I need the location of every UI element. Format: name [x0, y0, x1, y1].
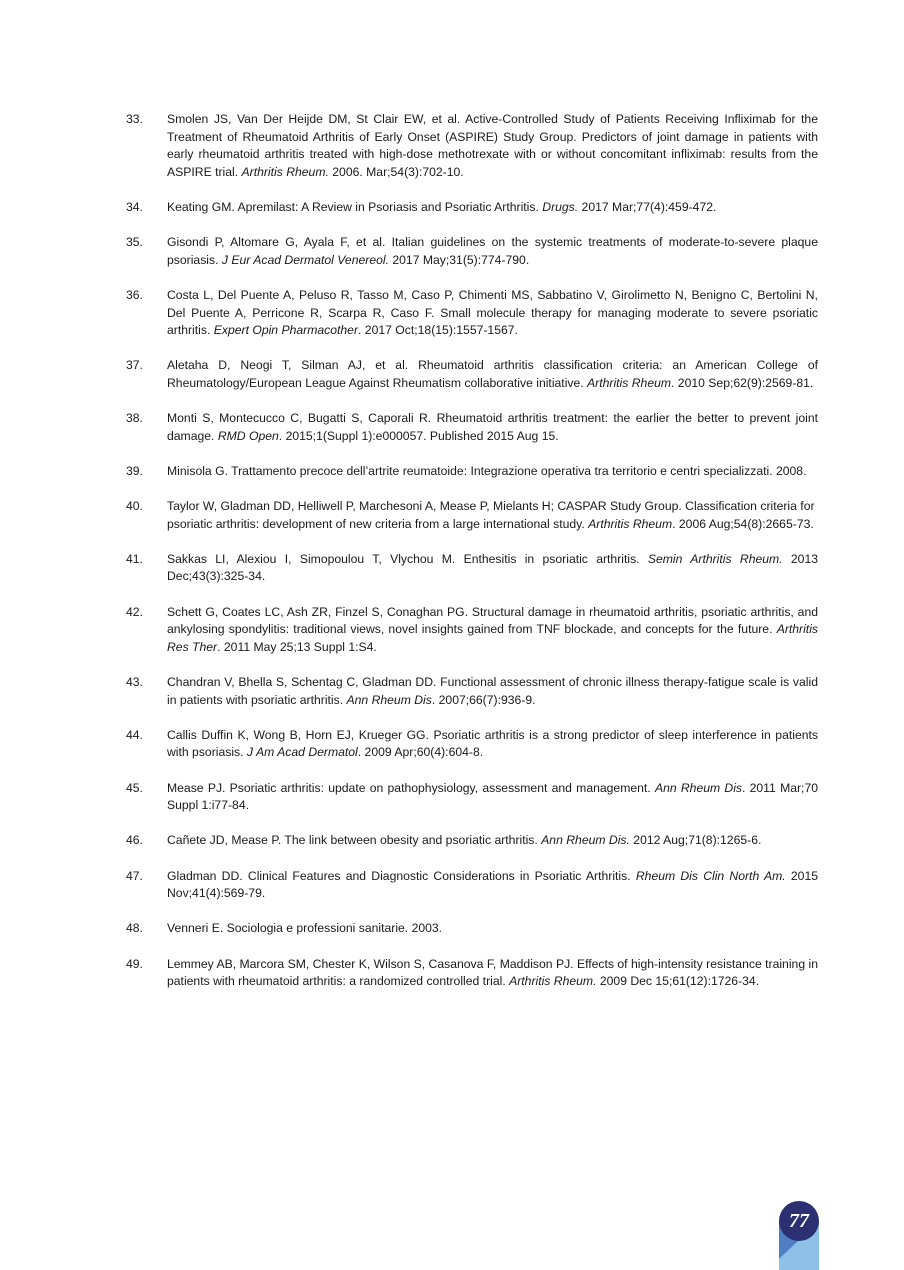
reference-number: 47.	[126, 868, 143, 883]
reference-item	[126, 234, 818, 269]
reference-journal: Drugs.	[542, 199, 579, 214]
reference-item	[126, 463, 818, 481]
page-number: 77	[779, 1201, 819, 1241]
reference-number: 38.	[126, 411, 143, 426]
reference-text: Sakkas LI, Alexiou I, Simopoulou T, Vlychou M. Enthesitis in psoriatic arthritis. Semin Arthritis Rheum. 2013 Dec;43(3):325-34.	[167, 551, 818, 584]
reference-journal: Arthritis Rheum.	[241, 164, 329, 179]
reference-item	[126, 498, 818, 533]
reference-number: 42.	[126, 604, 143, 619]
reference-number: 49.	[126, 956, 143, 971]
reference-journal: RMD Open	[217, 428, 279, 443]
reference-number: 46.	[126, 833, 143, 848]
reference-number: 34.	[126, 199, 143, 214]
reference-text: Gladman DD. Clinical Features and Diagnostic Considerations in Psoriatic Arthritis. Rheum Dis Clin North Am. 2015 Nov;41(4):569-79.	[167, 868, 819, 901]
reference-journal: Arthritis Rheum.	[509, 974, 597, 989]
reference-journal: Rheum Dis Clin North Am.	[635, 868, 786, 883]
reference-number: 48.	[126, 921, 143, 936]
reference-number: 36.	[126, 287, 143, 302]
reference-journal: Semin Arthritis Rheum.	[647, 551, 783, 566]
reference-item	[126, 727, 818, 762]
reference-item	[126, 604, 818, 657]
reference-number: 40.	[126, 499, 143, 514]
reference-text: Aletaha D, Neogi T, Silman AJ, et al. Rheumatoid arthritis classification criteria: an American College of Rheumatology/European League Against Rheumatism collaborative initiative. Arthritis Rheum. 2010 Sep;62(9):2569-81.	[167, 358, 818, 390]
reference-text: Schett G, Coates LC, Ash ZR, Finzel S, Conaghan PG. Structural damage in rheumatoid arthritis, psoriatic arthritis, and ankylosing spondylitis: traditional views, novel insights gained from TNF blockade, and concepts for the future. Arthritis Res Ther. 2011 May 25;13 Suppl 1:S4.	[167, 604, 818, 654]
reference-number: 37.	[126, 358, 143, 373]
reference-item	[126, 780, 818, 815]
reference-text: Gisondi P, Altomare G, Ayala F, et al. Italian guidelines on the systemic treatments of moderate-to-severe plaque psoriasis. J Eur Acad Dermatol Venereol. 2017 May;31(5):774-790.	[167, 235, 818, 267]
reference-number: 35.	[126, 235, 143, 250]
reference-number: 44.	[126, 727, 143, 742]
reference-journal: Ann Rheum Dis	[654, 780, 742, 795]
reference-text: Mease PJ. Psoriatic arthritis: update on pathophysiology, assessment and management. Ann Rheum Dis. 2011 Mar;70 Suppl 1:i77-84.	[167, 780, 819, 813]
reference-journal: Arthritis Rheum	[588, 516, 673, 531]
reference-text: Cañete JD, Mease P. The link between obesity and psoriatic arthritis. Ann Rheum Dis. 2012 Aug;71(8):1265-6.	[167, 833, 762, 848]
reference-item	[126, 551, 818, 586]
reference-item	[126, 357, 818, 392]
reference-text: Chandran V, Bhella S, Schentag C, Gladman DD. Functional assessment of chronic illness therapy-fatigue scale is valid in patients with psoriatic arthritis. Ann Rheum Dis. 2007;66(7):936-9.	[167, 675, 818, 707]
reference-number: 41.	[126, 551, 143, 566]
reference-text: Taylor W, Gladman DD, Helliwell P, Marchesoni A, Mease P, Mielants H; CASPAR Study Group. Classification criteria for psoriatic arthritis: development of new criteria from a large international study. Arthritis Rheum. 2006 Aug;54(8):2665-73.	[167, 499, 815, 531]
reference-item	[126, 868, 818, 903]
reference-item	[126, 920, 818, 938]
reference-text: Lemmey AB, Marcora SM, Chester K, Wilson S, Casanova F, Maddison PJ. Effects of high-intensity resistance training in patients with rheumatoid arthritis: a randomized controlled trial. Arthritis Rheum. 2009 Dec 15;61(12):1726-34.	[167, 956, 818, 989]
reference-text: Smolen JS, Van Der Heijde DM, St Clair EW, et al. Active-Controlled Study of Patients Receiving Infliximab for the Treatment of Rheumatoid Arthritis of Early Onset (ASPIRE) Study Group. Predictors of joint damage in patients with early rheumatoid arthritis treated with high-dose methotrexate with or without concomitant infliximab: results from the ASPIRE trial. Arthritis Rheum. 2006. Mar;54(3):702-10.	[167, 112, 818, 179]
reference-text: Minisola G. Trattamento precoce dell’artrite reumatoide: Integrazione operativa tra territorio e centri specializzati. 2008.	[167, 463, 807, 478]
reference-item	[126, 956, 818, 991]
reference-text: Venneri E. Sociologia e professioni sanitarie. 2003.	[167, 921, 443, 936]
reference-item	[126, 832, 818, 850]
page-number-badge	[779, 1201, 819, 1270]
reference-number: 33.	[126, 112, 143, 126]
reference-number: 39.	[126, 463, 143, 478]
reference-journal: Expert Opin Pharmacother	[213, 323, 359, 338]
reference-item	[126, 287, 818, 340]
reference-text: Costa L, Del Puente A, Peluso R, Tasso M, Caso P, Chimenti MS, Sabbatino V, Girolimetto N, Benigno C, Bertolini N, Del Puente A, Perricone R, Scarpa R, Caso F. Small molecule therapy for managing moderate to severe psoriatic arthritis. Expert Opin Pharmacother. 2017 Oct;18(15):1557-1567.	[167, 287, 818, 338]
reference-number: 43.	[126, 675, 143, 689]
reference-item	[126, 674, 818, 709]
reference-journal: Ann Rheum Dis	[346, 692, 432, 707]
reference-item	[126, 410, 818, 445]
reference-journal: Arthritis Res Ther	[167, 622, 818, 654]
reference-journal: J Eur Acad Dermatol Venereol.	[221, 252, 389, 267]
reference-number: 45.	[126, 780, 143, 795]
reference-list	[126, 111, 818, 1008]
reference-item	[126, 111, 818, 181]
reference-text: Callis Duffin K, Wong B, Horn EJ, Krueger GG. Psoriatic arthritis is a strong predictor of sleep interference in patients with psoriasis. J Am Acad Dermatol. 2009 Apr;60(4):604-8.	[167, 727, 818, 760]
reference-journal: Arthritis Rheum	[587, 375, 672, 390]
reference-item	[126, 199, 818, 217]
reference-journal: Ann Rheum Dis.	[541, 833, 630, 848]
reference-journal: J Am Acad Dermatol	[246, 745, 358, 760]
reference-text: Monti S, Montecucco C, Bugatti S, Caporali R. Rheumatoid arthritis treatment: the earlier the better to prevent joint damage. RMD Open. 2015;1(Suppl 1):e000057. Published 2015 Aug 15.	[167, 411, 818, 443]
reference-text: Keating GM. Apremilast: A Review in Psoriasis and Psoriatic Arthritis. Drugs. 2017 Mar;77(4):459-472.	[167, 199, 717, 214]
